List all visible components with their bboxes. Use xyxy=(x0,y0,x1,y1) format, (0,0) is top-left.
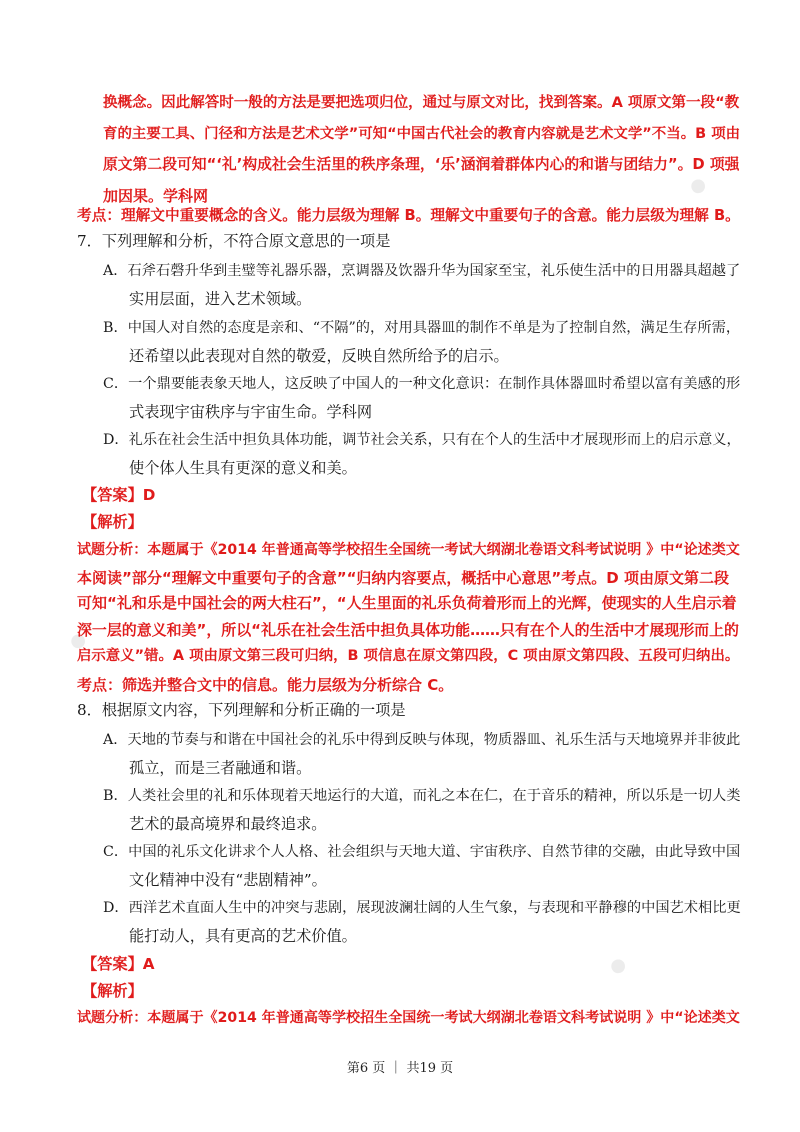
analysis-line: 试题分析：本题属于《2014 年普通高等学校招生全国统一考试大纲湖北卷语文科考试说明 》中“论述类文 xyxy=(77,1010,740,1026)
option-c-line1: C．中国的礼乐文化讲求个人人格、社会组织与天地大道、宇宙秩序、自然节律的交融，由此导致中国 xyxy=(103,844,741,860)
option-d-line1: D．西洋艺术直面人生中的冲突与悲剧，展现波澜壮阔的人生气象，与表现和平静穆的中国艺术相比更 xyxy=(103,900,741,916)
kaodian: 考点：筛选并整合文中的信息。能力层级为分析综合 C。 xyxy=(77,676,454,694)
answer-label xyxy=(82,954,155,974)
question-stem: 8．根据原文内容，下列理解和分析正确的一项是 xyxy=(77,701,406,719)
analysis-line: 本阅读”部分“理解文中重要句子的含意”“归纳内容要点，概括中心意思”考点。D 项由原文第二段 xyxy=(77,569,729,587)
watermark: ● xyxy=(686,172,709,199)
option-a-line2: 孤立，而是三者融通和谐。 xyxy=(129,759,312,777)
analysis-line: 深一层的意义和美”，所以“礼乐在社会生活中担负具体功能……只有在个人的生活中才展现形而上的 xyxy=(77,621,739,639)
option-d-line2: 使个体人生具有更深的意义和美。 xyxy=(129,459,357,477)
answer-label-text: 【答案】 xyxy=(82,955,143,973)
analysis-line: 换概念。因此解答时一般的方法是要把选项归位，通过与原文对比，找到答案。A 项原文第一段“教 xyxy=(103,95,740,111)
option-d-line1: D．礼乐在社会生活中担负具体功能，调节社会关系，只有在个人的生活中才展现形而上的启示意义， xyxy=(103,432,741,448)
option-b-line1: B．中国人对自然的态度是亲和、“不隔”的，对用具器皿的制作不单是为了控制自然，满足生存所需， xyxy=(103,320,741,336)
option-d-line2: 能打动人，具有更高的艺术价值。 xyxy=(129,927,357,945)
analysis-label: 【解析】 xyxy=(82,982,143,1000)
answer-label xyxy=(82,485,155,505)
option-a-line1: A．石斧石磬升华到圭璧等礼器乐器，烹调器及饮器升华为国家至宝，礼乐使生活中的日用器具超越了 xyxy=(103,263,741,279)
page-footer: 第6 页 ｜ 共19 页 xyxy=(346,1061,454,1076)
analysis-line: 试题分析：本题属于《2014 年普通高等学校招生全国统一考试大纲湖北卷语文科考试说明 》中“论述类文 xyxy=(77,542,740,558)
answer-label-text: 【答案】 xyxy=(82,486,143,504)
option-c-line1: C．一个鼎要能表象天地人，这反映了中国人的一种文化意识：在制作具体器皿时希望以富有美感的形 xyxy=(103,376,741,392)
analysis-line: 原文第二段可知“‘礼’构成社会生活里的秩序条理，‘乐’涵润着群体内心的和谐与团结力”。D 项强 xyxy=(103,156,740,173)
analysis-line: 启示意义”错。A 项由原文第三段可归纳，B 项信息在原文第四段，C 项由原文第四段、五段可归纳出。 xyxy=(77,648,740,664)
analysis-line: 加因果。学科网 xyxy=(103,187,209,205)
option-c-line2: 文化精神中没有“悲剧精神”。 xyxy=(129,871,327,889)
option-b-line2: 艺术的最高境界和最终追求。 xyxy=(129,815,327,833)
watermark: ● xyxy=(606,952,629,979)
answer-value: A xyxy=(142,955,155,973)
option-c-line2: 式表现宇宙秩序与宇宙生命。学科网 xyxy=(129,403,372,421)
analysis-label: 【解析】 xyxy=(82,513,143,531)
watermark: ● xyxy=(66,627,89,654)
option-b-line2: 还希望以此表现对自然的敬爱，反映自然所给予的启示。 xyxy=(129,347,509,365)
answer-value: D xyxy=(142,486,156,504)
analysis-line: 育的主要工具、门径和方法是艺术文学”可知“中国古代社会的教育内容就是艺术文学”不当。B 项由 xyxy=(103,126,741,142)
option-a-line2: 实用层面，进入艺术领域。 xyxy=(129,290,312,308)
kaodian: 考点：理解文中重要概念的含义。能力层级为理解 B。理解文中重要句子的含意。能力层级为理解 B。 xyxy=(77,207,740,224)
option-b-line1: B．人类社会里的礼和乐体现着天地运行的大道，而礼之本在仁，在于音乐的精神，所以乐是一切人类 xyxy=(103,788,741,804)
option-a-line1: A．天地的节奏与和谐在中国社会的礼乐中得到反映与体现，物质器皿、礼乐生活与天地境界并非彼此 xyxy=(103,732,741,748)
question-stem: 7．下列理解和分析，不符合原文意思的一项是 xyxy=(77,232,391,250)
analysis-line: 可知“礼和乐是中国社会的两大柱石”，“人生里面的礼乐负荷着形而上的光辉，使现实的人生启示着 xyxy=(77,594,737,612)
